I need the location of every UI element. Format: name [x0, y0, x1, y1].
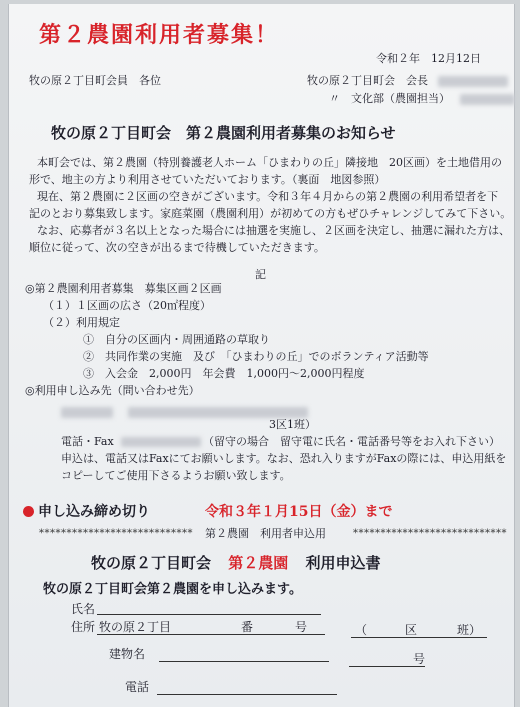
- go-label: 号: [295, 620, 308, 634]
- paragraph-line: 本町会では、第２農園（特別養護老人ホーム「ひまわりの丘」隣接地 20区画）を土地借用の: [37, 156, 502, 169]
- redacted-name: [438, 76, 508, 87]
- paragraph-line: なお、応募者が３名以上となった場合には抽選を実施し、２区画を決定し、抽選に漏れた方は、: [37, 224, 510, 237]
- deadline-label: 申し込み締め切り: [23, 501, 150, 521]
- phone-label: 電話: [125, 680, 150, 694]
- ku-han-field[interactable]: [351, 637, 487, 638]
- building-field[interactable]: [159, 661, 329, 662]
- detail-rules: （２）利用規定: [43, 316, 120, 329]
- room-field[interactable]: [349, 666, 425, 667]
- form-statement: 牧の原２丁目町会第２農園を申し込みます。: [43, 582, 302, 597]
- recipient: 牧の原２丁目町会員 各位: [29, 74, 161, 87]
- ban-label: 番: [241, 620, 254, 634]
- name-field[interactable]: [97, 614, 321, 615]
- rule-item: ③ 入会金 2,000円 年会費 1,000円～2,000円程度: [83, 367, 365, 380]
- detail-contact: ◎利用申し込み先（問い合わせ先）: [25, 384, 200, 397]
- divider-stars-right: ****************************: [353, 528, 507, 539]
- paragraph-line: 記のとおり募集致します。家庭菜園（農園利用）が初めての方もぜひチャレンジしてみて下さい。: [29, 207, 512, 220]
- red-dot-icon: [23, 506, 34, 517]
- issue-date: 令和２年 12月12日: [376, 52, 481, 65]
- paragraph-line: 現在、第２農園に２区画の空きがございます。令和３年４月からの第２農園の利用希望者を下: [37, 190, 499, 203]
- ku-paren: （: [355, 623, 368, 637]
- contact-tel: 電話・Fax: [61, 433, 201, 450]
- name-label: 氏名: [71, 602, 96, 616]
- redacted-name: [460, 94, 515, 105]
- building-label: 建物名: [109, 647, 146, 661]
- detail-size: （１）１区画の広さ（20㎡程度）: [43, 299, 211, 312]
- detail-recruit: ◎第２農園利用者募集 募集区画２区画: [25, 282, 222, 295]
- address-field[interactable]: [97, 634, 325, 635]
- rule-item: ② 共同作業の実施 及び 「ひまわりの丘」でのボランティア活動等: [83, 350, 429, 363]
- contact-block: 3区1班）: [269, 418, 316, 431]
- deadline-date: 令和３年１月15日（金）まで: [205, 504, 393, 520]
- paragraph-line: 順位に従って、次の空きが出るまで待機していただきます。: [29, 241, 325, 254]
- form-title: 牧の原２丁目町会 第２農園 利用申込書: [91, 554, 381, 572]
- sender-chair: 牧の原２丁目町会 会長: [307, 72, 508, 88]
- page-title: 第２農園利用者募集！: [39, 23, 280, 48]
- address-label: 住所: [71, 620, 96, 634]
- rule-item: ① 自分の区画内・周囲通路の草取り: [83, 333, 270, 346]
- notice-sheet: [8, 4, 515, 707]
- contact-note: 申込は、電話又はFaxにてお願いします。なお、恐れ入りますがFaxの際には、申込用紙を: [61, 452, 507, 465]
- han-label: 班）: [457, 623, 482, 637]
- contact-note: コピーしてご使用下さるようお願い致します。: [61, 469, 291, 482]
- notice-heading: 牧の原２丁目町会 第２農園利用者募集のお知らせ: [51, 124, 396, 142]
- phone-field[interactable]: [157, 694, 337, 695]
- divider-label: 第２農園 利用者申込用: [205, 527, 326, 540]
- divider-stars-left: ****************************: [39, 528, 193, 539]
- sender-culture: 〃 文化部（農園担当）: [329, 90, 515, 106]
- room-label: 号: [413, 652, 426, 666]
- ki-marker: 記: [255, 268, 266, 281]
- contact-tel-note: （留守の場合 留守電に氏名・電話番号等をお入れ下さい）: [203, 435, 500, 448]
- paragraph-line: 形で、地主の方より利用させていただいております。（裏面 地図参照）: [29, 173, 386, 186]
- address-value: 牧の原２丁目: [99, 620, 172, 634]
- ku-label: 区: [405, 623, 418, 637]
